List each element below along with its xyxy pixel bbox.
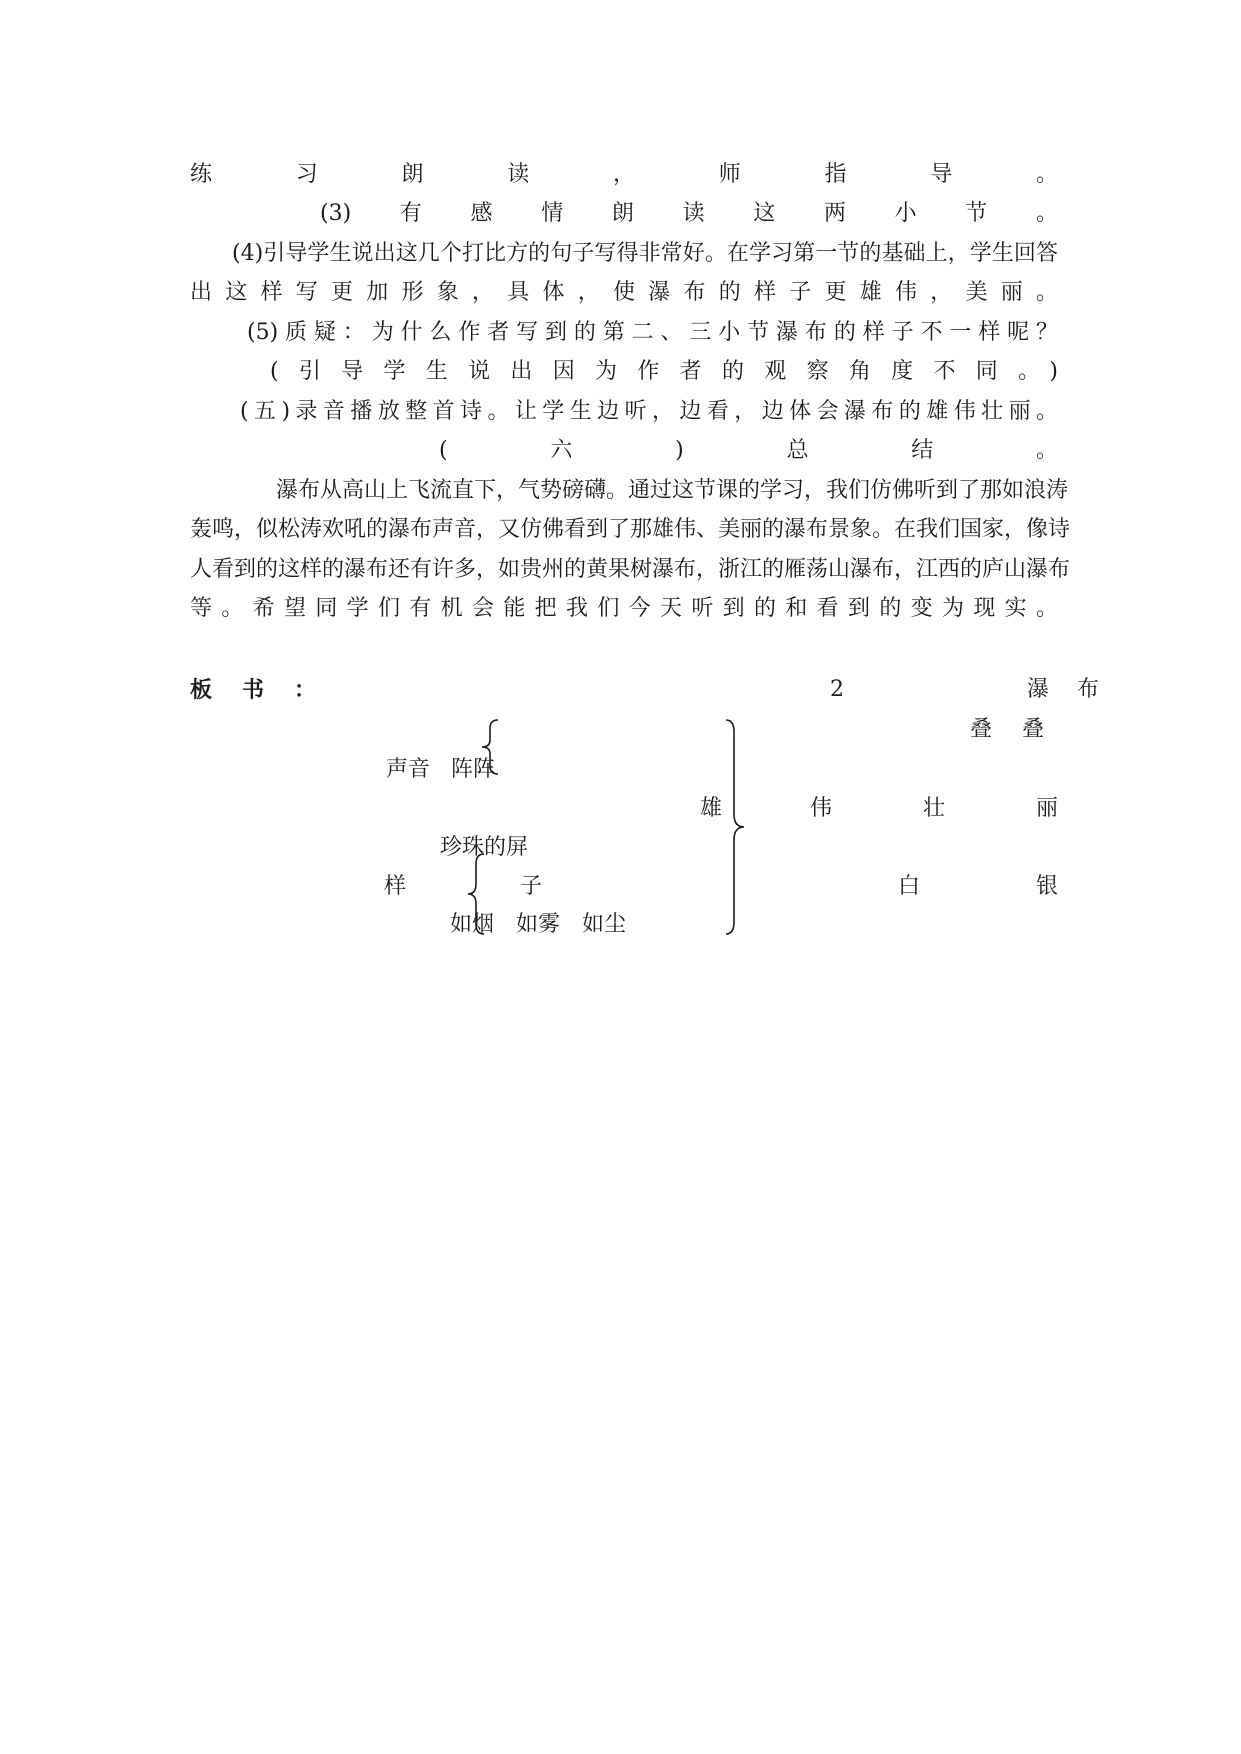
- summary-char: 壮: [922, 796, 945, 821]
- text-line-5: (5)质疑：为什么作者写到的第二、三小节瀑布的样子不一样呢？: [247, 320, 1058, 345]
- text-line-3: (4)引导学生说出这几个打比方的句子写得非常好。在学习第一节的基础上，学生回答: [232, 241, 1058, 266]
- summary-char: 银: [1035, 874, 1058, 899]
- board-label: 板书：: [190, 677, 347, 703]
- text-line-12: 等。希望同学们有机会能把我们今天听到的和看到的变为现实。: [190, 596, 1058, 621]
- text-line-1: 练习朗读，师指导。: [190, 162, 1058, 187]
- board-title: 2 瀑布: [830, 677, 1127, 702]
- board-summary-1: [810, 794, 1058, 824]
- text-line-2: (3)有感情朗读这两小节。: [320, 201, 1058, 226]
- board-shape-label: 样: [384, 874, 407, 899]
- board-sound-label: 声音: [386, 757, 431, 782]
- sound-brace: [480, 718, 504, 776]
- text-line-7: (五)录音播放整首诗。让学生边听，边看，边体会瀑布的雄伟壮丽。: [240, 399, 1058, 424]
- text-line-6: (引导学生说出因为作者的观察角度不同。): [270, 359, 1058, 384]
- text-line-11: 人看到的这样的瀑布还有许多，如贵州的黄果树瀑布，浙江的雁荡山瀑布，江西的庐山瀑布: [190, 557, 1071, 582]
- board-sound-item: 阵阵: [451, 757, 496, 782]
- text-line-4: 出这样写更加形象，具体，使瀑布的样子更雄伟，美丽。: [190, 280, 1058, 305]
- board-summary-2: [898, 872, 1058, 902]
- board-shape-line3: 如烟 如雾 如尘: [450, 912, 627, 937]
- board-shape-line2: 子: [520, 874, 543, 899]
- text-line-8: (六)总结。: [439, 438, 1058, 463]
- board-summary-xiong: 雄: [700, 796, 723, 821]
- board-shape-line1: 珍珠的屏: [440, 835, 529, 860]
- summary-char: 白: [898, 874, 921, 899]
- summary-char: 丽: [1035, 796, 1058, 821]
- text-line-9: 瀑布从高山上飞流直下，气势磅礴。通过这节课的学习，我们仿佛听到了那如浪涛: [276, 478, 1069, 503]
- board-diedie: 叠叠: [970, 717, 1075, 742]
- main-brace: [724, 718, 750, 936]
- text-line-10: 轰鸣，似松涛欢吼的瀑布声音，又仿佛看到了那雄伟、美丽的瀑布景象。在我们国家，像诗: [190, 517, 1071, 542]
- summary-char: 伟: [810, 796, 833, 821]
